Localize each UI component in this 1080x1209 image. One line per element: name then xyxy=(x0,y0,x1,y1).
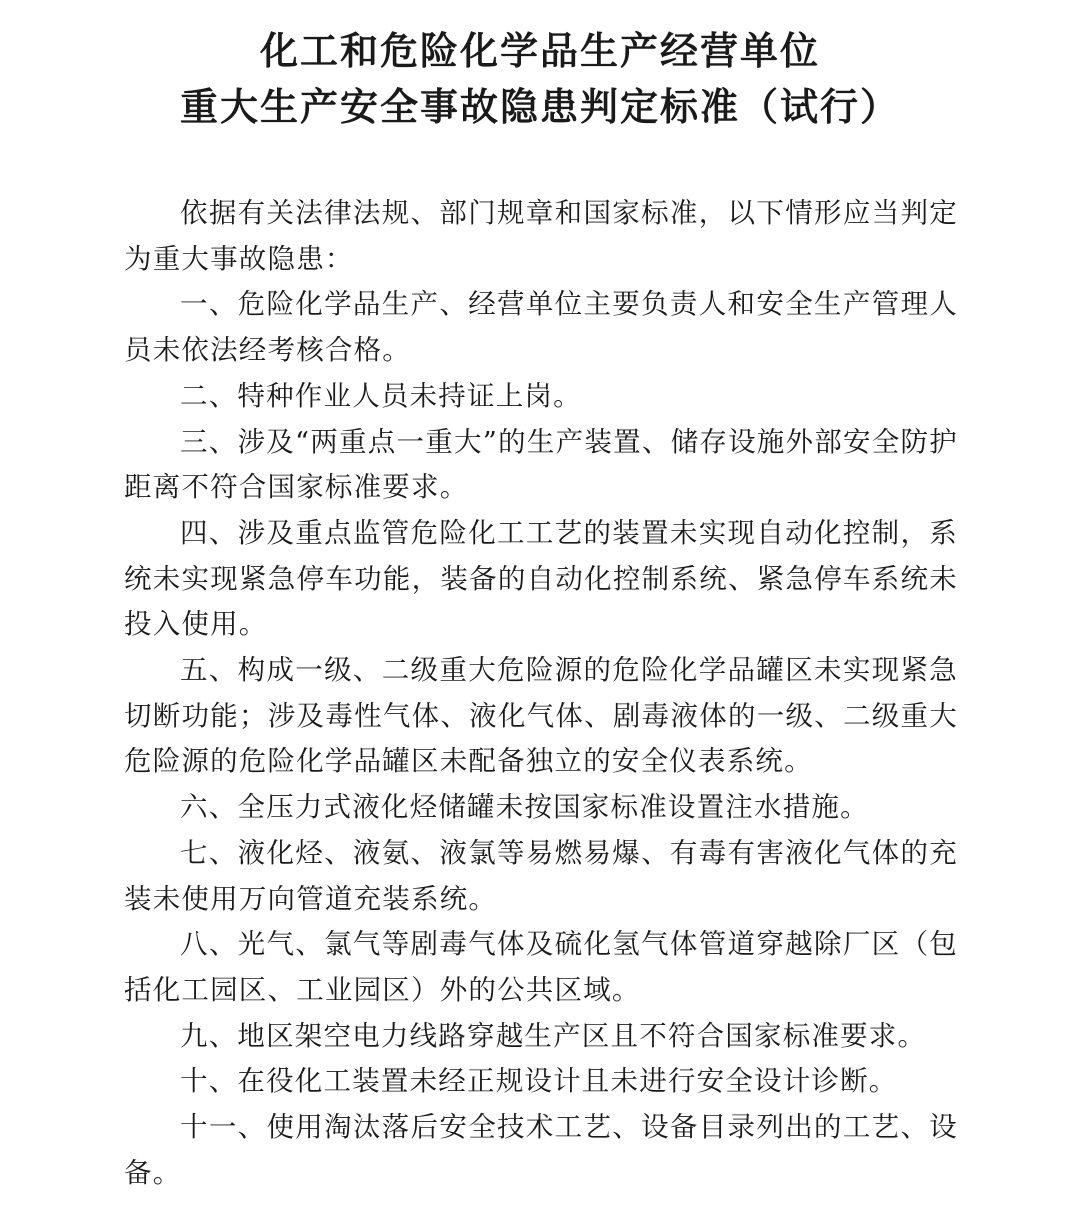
item-10-paragraph: 十、在役化工装置未经正规设计且未进行安全设计诊断。 xyxy=(180,1065,898,1098)
item-5-paragraph: 五、构成一级、二级重大危险源的危险化学品罐区未实现紧急切断功能；涉及毒性气体、液化气体、剧毒液体的一级、二级重大危险源的危险化学品罐区未配备独立的安全仪表系统。 xyxy=(124,654,958,778)
item-2-paragraph: 二、特种作业人员未持证上岗。 xyxy=(180,379,582,412)
item-3-paragraph: 三、涉及“两重点一重大”的生产装置、储存设施外部安全防护距离不符合国家标准要求。 xyxy=(124,425,958,504)
item-4-paragraph: 四、涉及重点监管危险化工工艺的装置未实现自动化控制，系统未实现紧急停车功能，装备的自动化控制系统、紧急停车系统未投入使用。 xyxy=(124,516,958,641)
document-title-line-2: 重大生产安全事故隐患判定标准（试行） xyxy=(179,84,900,129)
item-8-paragraph: 八、光气、氯气等剧毒气体及硫化氢气体管道穿越除厂区（包括化工园区、工业园区）外的公共区域。 xyxy=(124,928,958,1006)
item-11-paragraph: 十一、使用淘汰落后安全技术工艺、设备目录列出的工艺、设备。 xyxy=(124,1111,958,1189)
item-1-paragraph: 一、危险化学品生产、经营单位主要负责人和安全生产管理人员未依法经考核合格。 xyxy=(124,288,958,367)
item-9-paragraph: 九、地区架空电力线路穿越生产区且不符合国家标准要求。 xyxy=(180,1019,927,1052)
document-body xyxy=(124,191,958,1196)
item-7-paragraph: 七、液化烃、液氨、液氯等易燃易爆、有毒有害液化气体的充装未使用万向管道充装系统。 xyxy=(124,836,958,915)
item-6-paragraph: 六、全压力式液化烃储罐未按国家标准设置注水措施。 xyxy=(180,791,869,824)
document-title-line-1: 化工和危险化学品生产经营单位 xyxy=(259,28,820,73)
intro-paragraph: 依据有关法律法规、部门规章和国家标准，以下情形应当判定为重大事故隐患： xyxy=(124,197,958,275)
